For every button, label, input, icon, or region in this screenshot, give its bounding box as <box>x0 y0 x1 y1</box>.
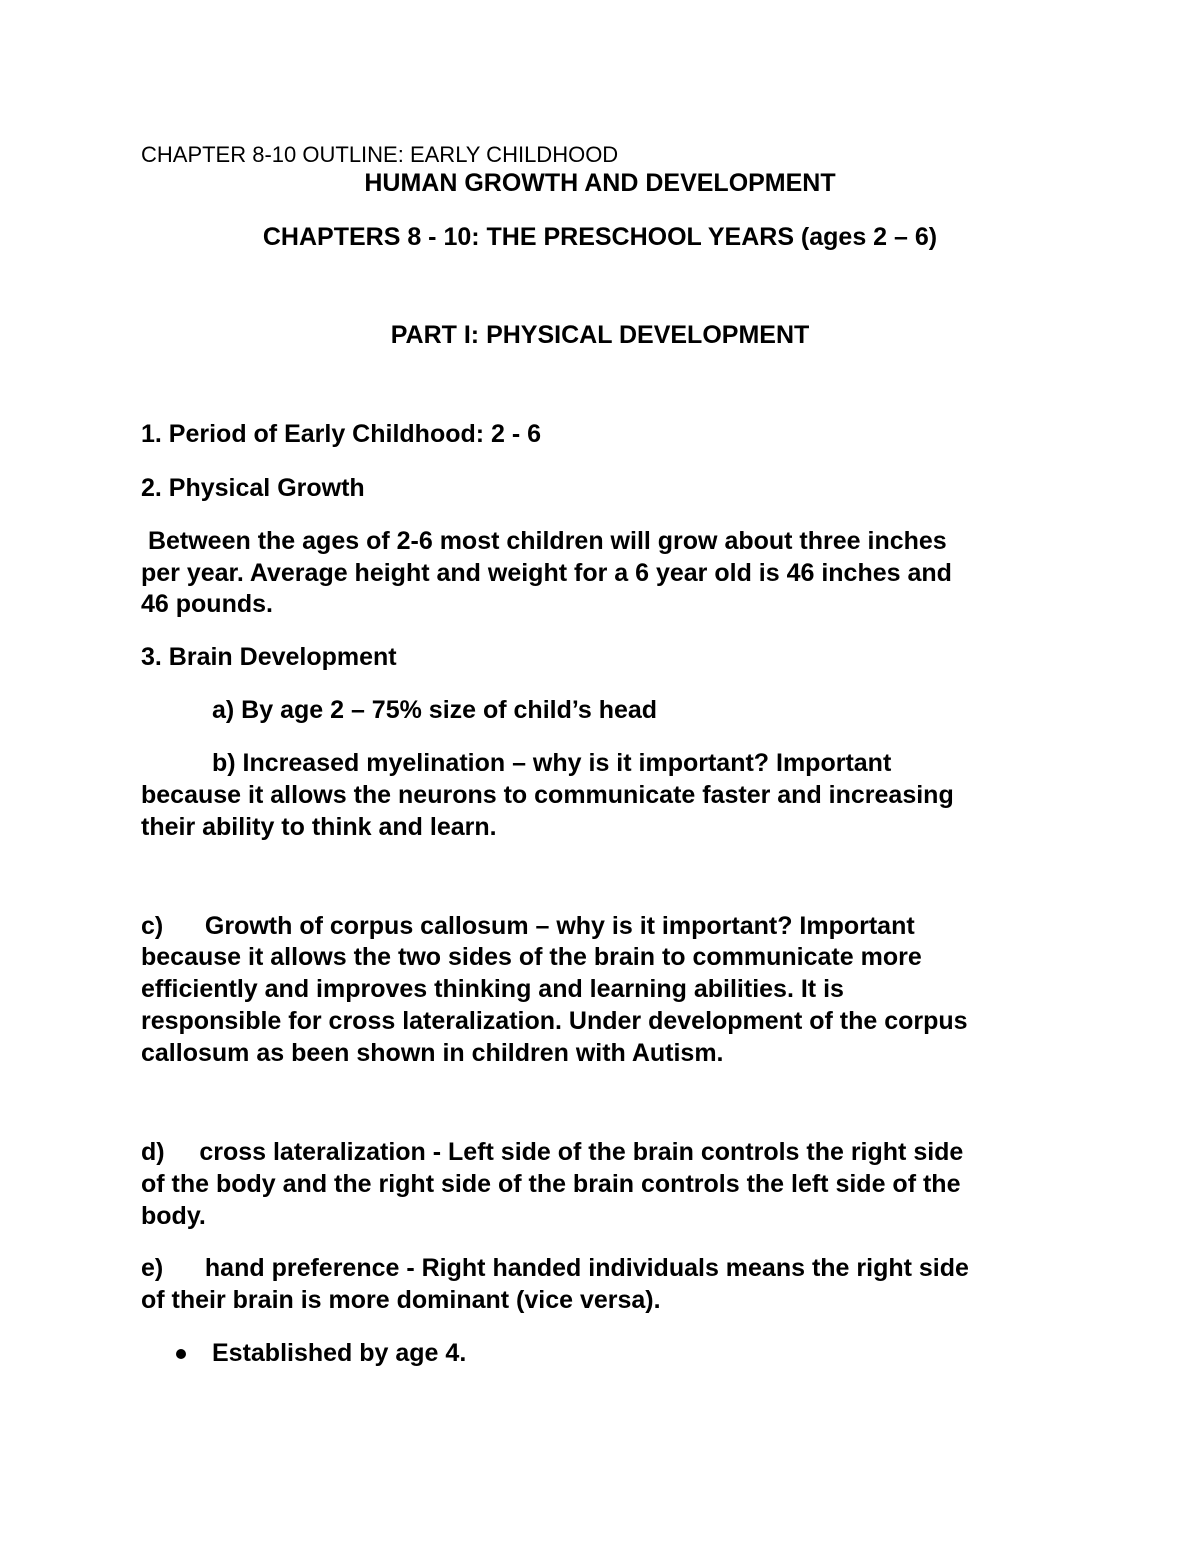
paragraph-line: their ability to think and learn. <box>141 813 497 841</box>
paragraph-line: because it allows the neurons to communicate faster and increasing <box>141 781 954 809</box>
paragraph-line: 46 pounds. <box>141 590 273 618</box>
bullet-icon <box>176 1349 186 1359</box>
document-subtitle: CHAPTERS 8 - 10: THE PRESCHOOL YEARS (ages 2 – 6) <box>262 223 938 251</box>
paragraph-line: per year. Average height and weight for a 6 year old is 46 inches and <box>141 559 952 587</box>
paragraph-line: d) cross lateralization - Left side of the brain controls the right side <box>141 1138 964 1166</box>
paragraph-line: responsible for cross lateralization. Under development of the corpus <box>141 1007 968 1035</box>
part-heading: PART I: PHYSICAL DEVELOPMENT <box>390 321 810 349</box>
paragraph-line: efficiently and improves thinking and learning abilities. It is <box>141 975 844 1003</box>
paragraph-line: b) Increased myelination – why is it important? Important <box>212 749 892 777</box>
paragraph-line: of the body and the right side of the brain controls the left side of the <box>141 1170 961 1198</box>
bullet-text: Established by age 4. <box>212 1339 467 1367</box>
paragraph-line: c) Growth of corpus callosum – why is it important? Important <box>141 912 915 940</box>
paragraph-line: e) hand preference - Right handed individuals means the right side <box>141 1254 969 1282</box>
document-title: HUMAN GROWTH AND DEVELOPMENT <box>364 169 836 197</box>
paragraph-line: body. <box>141 1202 206 1230</box>
list-item-period: 1. Period of Early Childhood: 2 - 6 <box>141 420 542 448</box>
document-header: CHAPTER 8-10 OUTLINE: EARLY CHILDHOOD <box>141 142 619 167</box>
paragraph-line: of their brain is more dominant (vice versa). <box>141 1286 661 1314</box>
list-item-brain-development: 3. Brain Development <box>141 643 397 671</box>
paragraph-line: callosum as been shown in children with Autism. <box>141 1039 724 1067</box>
list-item-physical-growth: 2. Physical Growth <box>141 474 365 502</box>
paragraph-line: Between the ages of 2-6 most children will grow about three inches <box>141 527 947 555</box>
paragraph-line: because it allows the two sides of the brain to communicate more <box>141 943 922 971</box>
sub-item-a: a) By age 2 – 75% size of child’s head <box>212 696 658 724</box>
